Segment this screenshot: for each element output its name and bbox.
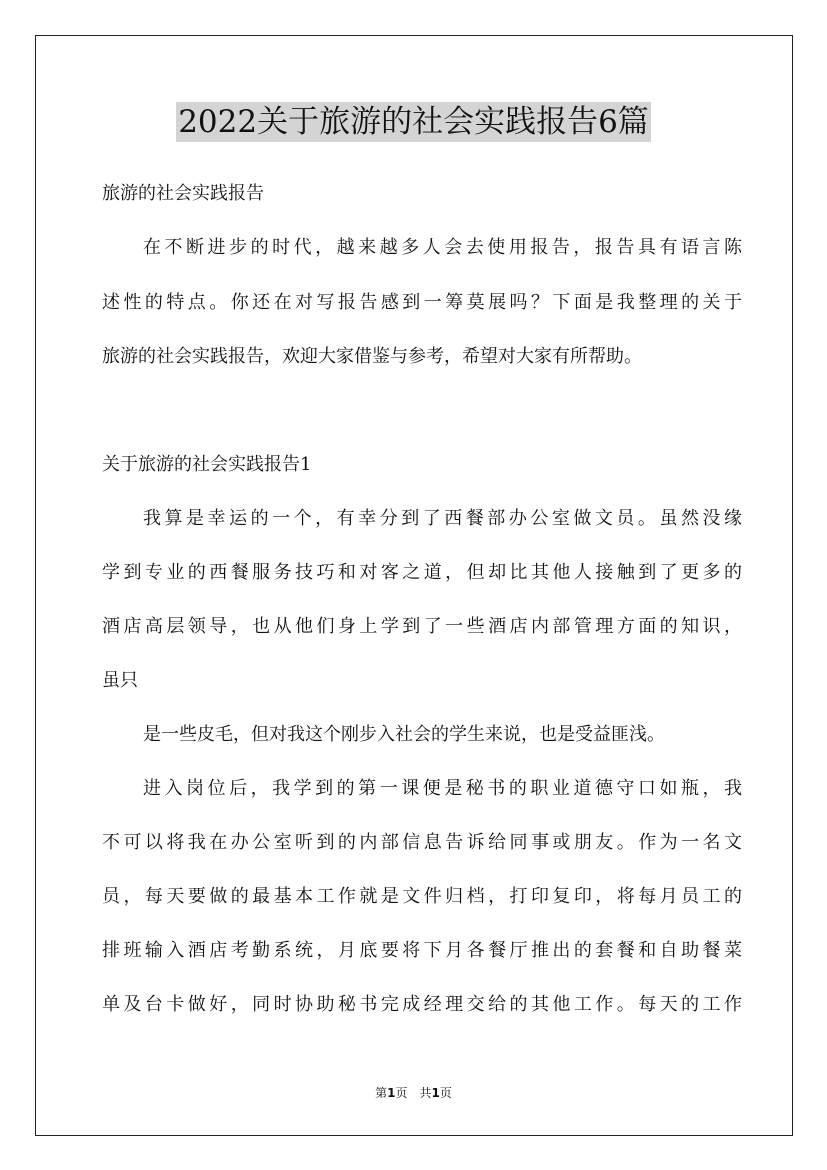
footer-label: 页 共 xyxy=(395,1086,432,1100)
paragraph-line: 虽只 xyxy=(102,670,138,691)
title-container xyxy=(0,102,827,142)
paragraph-line: 在不断进步的时代，越来越多人会去使用报告，报告具有语言陈 xyxy=(143,237,742,258)
paragraph-line: 学到专业的西餐服务技巧和对客之道，但却比其他人接触到了更多的 xyxy=(102,562,742,583)
paragraph-line: 旅游的社会实践报告，欢迎大家借鉴与参考，希望对大家有所帮助。 xyxy=(102,346,642,367)
paragraph-line: 述性的特点。你还在对写报告感到一筹莫展吗？下面是我整理的关于 xyxy=(102,292,742,313)
paragraph-line: 员，每天要做的最基本工作就是文件归档，打印复印，将每月员工的 xyxy=(102,886,742,907)
paragraph-line: 不可以将我在办公室听到的内部信息告诉给同事或朋友。作为一名文 xyxy=(102,832,742,853)
page-footer xyxy=(0,1085,827,1101)
section-heading-report-1: 关于旅游的社会实践报告1 xyxy=(102,454,312,475)
paragraph-line: 我算是幸运的一个，有幸分到了西餐部办公室做文员。虽然没缘 xyxy=(143,508,742,529)
section-heading-intro: 旅游的社会实践报告 xyxy=(102,183,264,204)
paragraph-line: 单及台卡做好，同时协助秘书完成经理交给的其他工作。每天的工作 xyxy=(102,994,742,1015)
footer-label: 第 xyxy=(375,1086,388,1100)
paragraph-line: 排班输入酒店考勤系统，月底要将下月各餐厅推出的套餐和自助餐菜 xyxy=(102,940,742,961)
paragraph-line: 酒店高层领导，也从他们身上学到了一些酒店内部管理方面的知识， xyxy=(102,616,742,637)
paragraph-line: 进入岗位后，我学到的第一课便是秘书的职业道德守口如瓶，我 xyxy=(143,778,742,799)
total-pages-number: 1 xyxy=(431,1086,440,1100)
current-page-number: 1 xyxy=(387,1086,396,1100)
paragraph-line: 是一些皮毛，但对我这个刚步入社会的学生来说，也是受益匪浅。 xyxy=(143,724,665,745)
document-title: 2022关于旅游的社会实践报告6篇 xyxy=(178,104,649,140)
footer-label: 页 xyxy=(439,1086,452,1100)
